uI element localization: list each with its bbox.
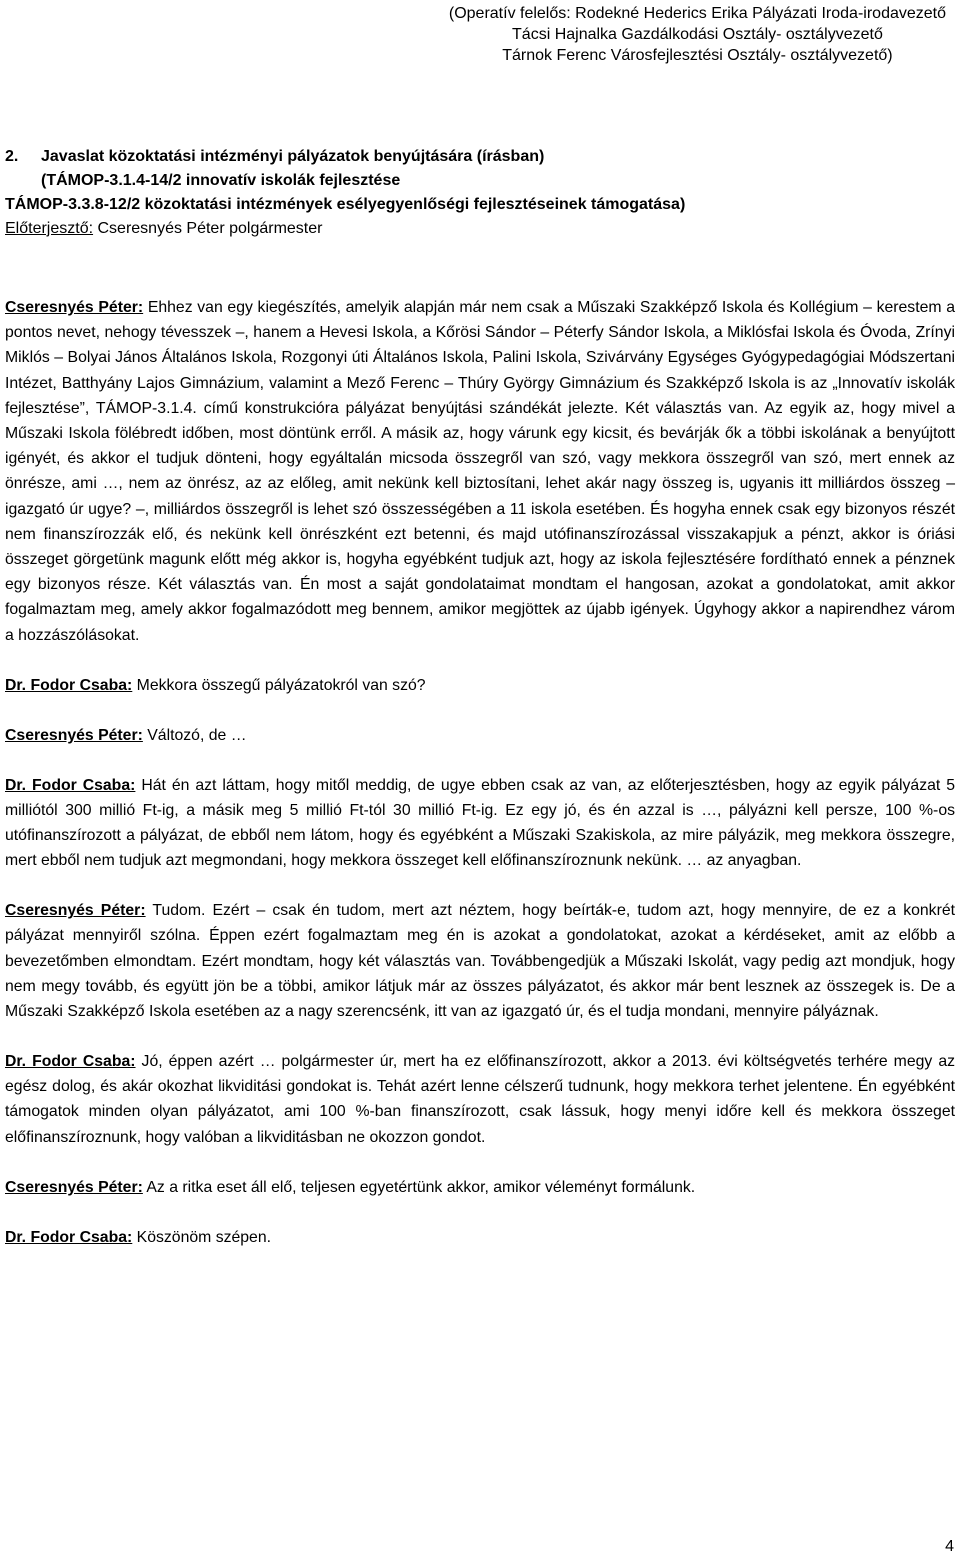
dialogue-paragraph	[5, 673, 955, 698]
agenda-title-line: (TÁMOP-3.1.4-14/2 innovatív iskolák fejlesztése	[41, 172, 401, 189]
page-number: 4	[945, 1538, 954, 1555]
speaker-name: Cseresnyés Péter:	[5, 299, 144, 316]
header-line: Tárnok Ferenc Városfejlesztési Osztály- osztályvezető)	[502, 47, 893, 64]
speaker-name: Cseresnyés Péter:	[5, 902, 146, 920]
speech-text: Ehhez van egy kiegészítés, amelyik alapján már nem csak a Műszaki Szakképző Iskola és Kollégium – kerestem a pontos nevet, nehogy tévesszek –, hanem a Hevesi Iskola, a Kőrösi Sándor – Péterfy Sándor Iskola, a Miklósfai Iskola és Óvoda, Zrínyi Miklós – Bolyai János Általános Iskola, Rozgonyi úti Általános Iskola, Palini Iskola, Szivárvány Egységes Gyógypedagógiai Módszertani Intézet, Batthyány Lajos Gimnázium, valamint a Mező Ferenc – Thúry György Gimnázium és Szakképző Iskola is az „Innovatív iskolák fejlesztése”, TÁMOP-3.1.4. című konstrukcióra pályázat benyújtási szándékát jelezte. Két választás van. Az egyik az, hogy mivel a Műszaki Iskola fölébredt időben, most döntünk erről. A másik az, hogy várunk egy kicsit, és bevárják ők a többi iskolának a benyújtott igényét, és akkor el tudjuk dönteni, hogy egyáltalán micsoda összegről van szó, vagy mekkora összegről van szó, mert ennek az önrésze, ami …, nem az önrész, az az előleg, amit nekünk kell biztosítani, lehet akár nagy összeg is, ugyanis itt milliárdos összeg – igazgató úr ugye? –, milliárdos összegről is lehet szó összességében a 11 iskola esetében. És hogyha ennek csak egy bizonyos részét nem finanszírozzák elő, és nekünk kell önrészként ezt betenni, és majd utófinanszírozással visszakapjuk a pénzt, akkor is óriási összeget görgetünk magunk előtt még akkor is, hogyha egyébként tudjuk azt, hogy az iskola fejlesztésére fordítható ennek a pénznek egy bizonyos része. Két választás van. Én most a saját gondolataimat mondtam el hangosan, azokat a gondolatokat, amit akkor fogalmaztam meg, amely akkor fogalmazódott meg bennem, amikor megjöttek az újabb igények. Úgyhogy akkor a napirendhez várom a hozzászólásokat.	[5, 299, 955, 644]
dialogue-paragraph	[5, 1175, 955, 1200]
dialogue-paragraph	[5, 1225, 955, 1250]
speech-text: Hát én azt láttam, hogy mitől meddig, de ugye ebben csak az van, az előterjesztésben, hogy az egyik pályázat 5 milliótól 300 millió Ft-ig, a másik meg 5 millió Ft-tól 30 millió Ft-ig. Ez egy jó, és én azzal is …, pályázni kell persze, 100 %-os utófinanszírozott a pályázat, de ebből nem látom, hogy és egyébként a Műszaki Szakiskola, az mire pályázik, meg mekkora összegre, mert ebből nem tudjuk azt megmondani, hogy mekkora összeget kell előfinanszíroznunk nekünk. … az anyagban.	[5, 776, 955, 870]
speech-text: Tudom. Ezért – csak én tudom, mert azt néztem, hogy beírták-e, tudom azt, hogy mennyire, de ez a konkrét pályázat mennyiről szólna. Éppen ezért fogalmaztam meg én is azokat a gondolatokat, azokat a kérdéseket, amit az előbb a bevezetőmben elmondtam. Ezért mondtam, hogy két választás van. Továbbengedjük a Műszaki Iskolát, vagy pedig azt mondjuk, hogy nem megy tovább, és együtt jön be a többi, amikor látjuk már az összes pályázatot, és akkor már bent lesznek az összegek is. De a Műszaki Szakképző Iskola esetében az a nagy szerencsénk, itt van az igazgató úr, és el tudja mondani, mennyire pályáznak.	[5, 902, 955, 1021]
agenda-item	[5, 145, 955, 241]
presenter-name: Cseresnyés Péter polgármester	[93, 220, 323, 237]
speech-text: Az a ritka eset áll elő, teljesen egyetértünk akkor, amikor véleményt formálunk.	[142, 1178, 696, 1196]
speech-text: Mekkora összegű pályázatokról van szó?	[132, 676, 426, 694]
dialogue-paragraph	[5, 773, 955, 874]
speaker-name: Cseresnyés Péter:	[5, 726, 143, 744]
header-line: (Operatív felelős: Rodekné Hederics Erika Pályázati Iroda-irodavezető	[448, 5, 946, 22]
agenda-title-line: Javaslat közoktatási intézményi pályázatok benyújtására (írásban)	[41, 148, 545, 165]
dialogue-paragraph	[5, 723, 955, 748]
speaker-name: Cseresnyés Péter:	[5, 1178, 143, 1196]
dialogue-transcript	[5, 295, 955, 1275]
speaker-name: Dr. Fodor Csaba:	[5, 1228, 133, 1246]
speaker-name: Dr. Fodor Csaba:	[5, 776, 136, 794]
speech-text: Jó, éppen azért … polgármester úr, mert ha ez előfinanszírozott, akkor a 2013. évi költségvetés terhére megy az egész dolog, és akár okozhat likviditási gondokat is. Tehát azért lenne célszerű tudnunk, hogy mekkora terhet jelentene. Én egyébként támogatok minden olyan pályázatot, ami 100 %-ban finanszírozott, csak lássuk, hogy menyi időre kell és mekkora összeget előfinanszíroznunk, hogy valóban a likviditásban ne okozzon gondot.	[5, 1053, 955, 1146]
speech-text: Köszönöm szépen.	[132, 1228, 272, 1246]
dialogue-paragraph	[5, 898, 955, 1024]
agenda-title-line: TÁMOP-3.3.8-12/2 közoktatási intézmények esélyegyenlőségi fejlesztéseinek támogatása)	[5, 196, 686, 213]
agenda-item-title	[41, 145, 955, 193]
responsibles-header	[449, 3, 946, 66]
speaker-name: Dr. Fodor Csaba:	[5, 1053, 136, 1071]
header-line: Tácsi Hajnalka Gazdálkodási Osztály- osztályvezető	[512, 26, 883, 43]
dialogue-paragraph	[5, 295, 955, 648]
presenter-label: Előterjesztő:	[5, 220, 94, 237]
presenter-line	[5, 217, 955, 241]
speech-text: Változó, de …	[142, 726, 247, 744]
dialogue-paragraph	[5, 1049, 955, 1150]
agenda-item-number: 2.	[5, 148, 19, 165]
speaker-name: Dr. Fodor Csaba:	[5, 676, 133, 694]
